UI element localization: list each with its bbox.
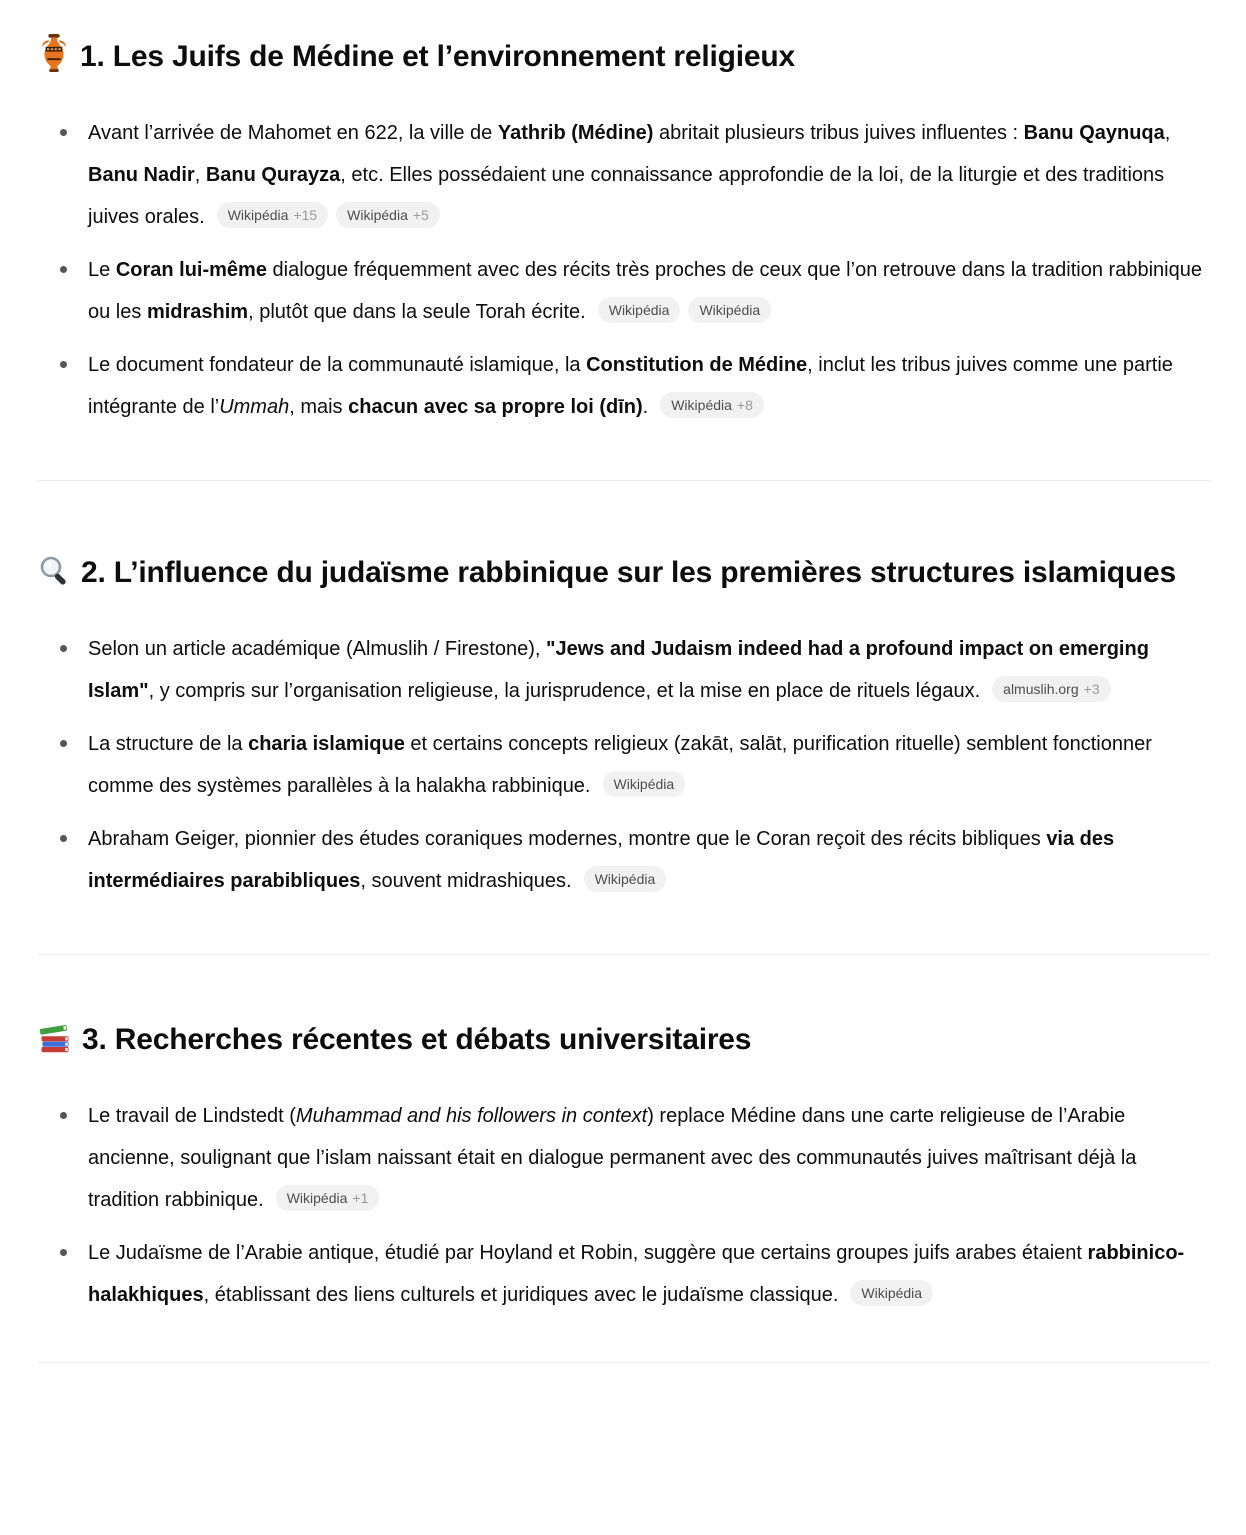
magnifying-glass-icon (38, 555, 71, 602)
citation-pill[interactable] (598, 297, 681, 323)
citation-source-label: Wikipédia (227, 207, 289, 223)
citation-extra-count: +3 (1083, 681, 1100, 697)
citation-extra-count: +5 (412, 207, 429, 223)
citation-extra-count: +15 (293, 207, 318, 223)
text-segment: , (194, 164, 206, 186)
text-segment: Banu Nadir (88, 164, 195, 186)
text-segment: Le document fondateur de la communauté islamique, la (88, 354, 587, 376)
text-segment: Ummah (219, 396, 290, 418)
text-segment: , (1164, 122, 1171, 144)
citation-pill[interactable] (992, 676, 1110, 702)
text-segment: "Jews and Judaism indeed had a profound impact on emerging Islam" (88, 638, 1149, 702)
text-segment: via des intermédiaires parabibliques (88, 828, 1115, 892)
text-segment: rabbinico-halakhiques (88, 1242, 1185, 1306)
citation-pill[interactable] (603, 771, 686, 797)
citation-source-label: almuslih.org (1003, 681, 1079, 697)
text-segment: Avant l’arrivée de Mahomet en 622, la ville de (88, 122, 498, 144)
text-segment: abritait plusieurs tribus juives influentes : (653, 122, 1024, 144)
text-segment: , etc. Elles possédaient une connaissance approfondie de la loi, de la liturgie et des traditions juives orales. (88, 164, 1165, 228)
section-3-heading (38, 1016, 1210, 1069)
text-segment: midrashim (146, 301, 249, 323)
section-divider (38, 954, 1210, 955)
bullet-item (38, 1095, 1210, 1221)
text-segment: dialogue fréquemment avec des récits très proches de ceux que l’on retrouve dans la tradition rabbinique ou les (88, 259, 1202, 323)
bullet-list-1 (38, 112, 1210, 428)
citation-pill[interactable] (336, 202, 440, 228)
section-2-heading (38, 549, 1210, 602)
answer-document (0, 33, 1246, 1385)
citation-extra-count: +1 (352, 1190, 369, 1206)
text-segment: charia islamique (248, 733, 405, 755)
section-divider (38, 480, 1210, 481)
text-segment: Le travail de Lindstedt ( (88, 1105, 296, 1127)
citation-source-label: Wikipédia (613, 776, 675, 792)
text-segment: Banu Qaynuqa (1023, 122, 1165, 144)
citation-pill[interactable] (584, 866, 667, 892)
text-segment: , y compris sur l’organisation religieuse, la jurisprudence, et la mise en place de rituels légaux. (148, 680, 981, 702)
text-segment: . (642, 396, 649, 418)
text-segment: Abraham Geiger, pionnier des études coraniques modernes, montre que le Coran reçoit des récits bibliques (88, 828, 1047, 850)
citation-source-label: Wikipédia (286, 1190, 348, 1206)
text-segment: Coran lui-même (115, 259, 267, 281)
text-segment: Muhammad and his followers in context (295, 1105, 648, 1127)
text-segment: ) replace Médine dans une carte religieuse de l’Arabie ancienne, soulignant que l’islam naissant était en dialogue permanent avec des communautés juives maîtrisant déjà la tradition rabbinique. (88, 1105, 1137, 1211)
bullet-item (38, 628, 1210, 712)
section-1-title: 1. Les Juifs de Médine et l’environnement religieux (80, 40, 796, 73)
bullet-item (38, 723, 1210, 807)
text-segment: La structure de la (88, 733, 249, 755)
citation-pill[interactable] (276, 1185, 380, 1211)
section-divider (38, 1362, 1210, 1363)
text-segment: , établissant des liens culturels et juridiques avec le judaïsme classique. (203, 1284, 839, 1306)
citation-source-label: Wikipédia (347, 207, 408, 223)
amphora-icon (38, 34, 70, 86)
text-segment: Le (88, 259, 116, 281)
citation-source-label: Wikipédia (861, 1285, 923, 1301)
section-2-title: 2. L’influence du judaïsme rabbinique sur les premières structures islamiques (81, 556, 1176, 589)
text-segment: , plutôt que dans la seule Torah écrite. (248, 301, 586, 323)
citation-pill[interactable] (660, 392, 764, 418)
bullet-item (38, 249, 1210, 333)
books-icon (38, 1021, 72, 1069)
bullet-item (38, 818, 1210, 902)
text-segment: chacun avec sa propre loi (dīn) (348, 396, 643, 418)
citation-source-label: Wikipédia (699, 302, 761, 318)
text-segment: et certains concepts religieux (zakāt, salāt, purification rituelle) semblent fonctionner comme des systèmes parallèles à la halakha rabbinique. (88, 733, 1152, 797)
citation-source-label: Wikipédia (594, 871, 656, 887)
citation-pill[interactable] (217, 202, 328, 228)
section-1-heading (38, 33, 1210, 86)
bullet-item (38, 112, 1210, 238)
citation-pill[interactable] (850, 1280, 933, 1306)
text-segment: Yathrib (Médine) (497, 122, 654, 144)
bullet-item (38, 344, 1210, 428)
text-segment: Banu Qurayza (205, 164, 341, 186)
citation-source-label: Wikipédia (671, 397, 732, 413)
text-segment: Constitution de Médine (586, 354, 808, 376)
citation-extra-count: +8 (736, 397, 753, 413)
text-segment: Selon un article académique (Almuslih / Firestone), (88, 638, 546, 660)
bullet-item (38, 1232, 1210, 1316)
citation-source-label: Wikipédia (608, 302, 670, 318)
bullet-list-3 (38, 1095, 1210, 1316)
text-segment: , inclut les tribus juives comme une partie intégrante de l’ (88, 354, 1173, 418)
section-3-title: 3. Recherches récentes et débats universitaires (82, 1023, 752, 1056)
text-segment: Le Judaïsme de l’Arabie antique, étudié par Hoyland et Robin, suggère que certains groupes juifs arabes étaient (88, 1242, 1088, 1264)
bullet-list-2 (38, 628, 1210, 902)
text-segment: , souvent midrashiques. (360, 870, 572, 892)
text-segment: , mais (289, 396, 349, 418)
citation-pill[interactable] (688, 297, 771, 323)
